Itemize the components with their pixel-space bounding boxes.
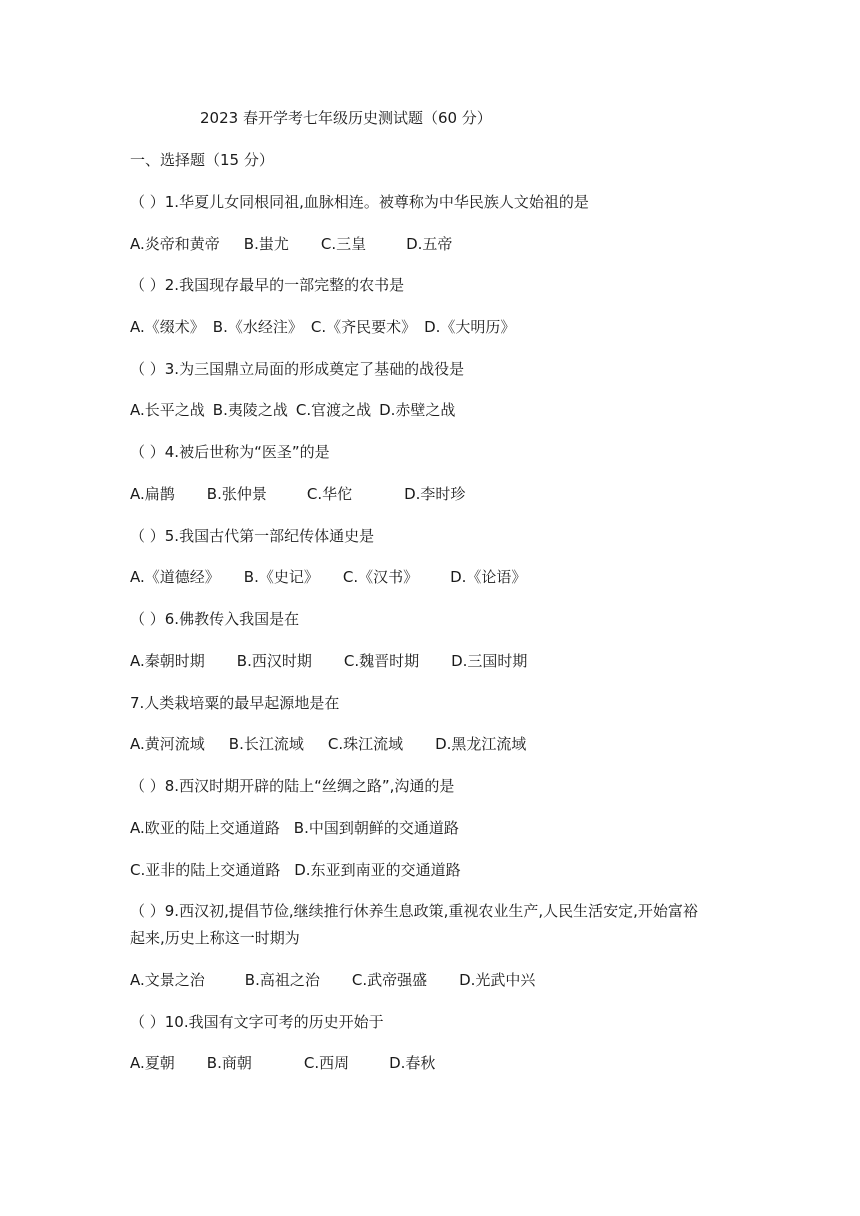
option-d: D.三国时期 — [451, 652, 528, 670]
option-c: C.华佗 — [306, 485, 353, 503]
question-7-options — [130, 733, 526, 755]
option-d: D.赤壁之战 — [379, 401, 456, 419]
question-1-options — [130, 233, 452, 255]
question-10-options — [130, 1052, 435, 1074]
question-9-stem-line2: 起来,历史上称这一时期为 — [130, 929, 300, 947]
question-3-options — [130, 399, 455, 421]
option-b: B.夷陵之战 — [212, 401, 288, 419]
option-d: D.光武中兴 — [459, 971, 536, 989]
option-d: D.春秋 — [389, 1054, 436, 1072]
option-a: A.炎帝和黄帝 — [130, 235, 220, 253]
question-4-options — [130, 483, 465, 505]
option-a: A.文景之治 — [130, 971, 205, 989]
option-d: D.黑龙江流域 — [435, 735, 527, 753]
question-6-stem: （ ）6.佛教传入我国是在 — [130, 610, 300, 628]
option-a: A.扁鹊 — [130, 485, 175, 503]
option-a: A.《缀术》 — [130, 318, 205, 336]
option-b: B.长江流域 — [228, 735, 304, 753]
option-c: C.珠江流域 — [327, 735, 404, 753]
option-b: B.西汉时期 — [236, 652, 312, 670]
question-2-options — [130, 316, 515, 338]
question-4-stem: （ ）4.被后世称为“医圣”的是 — [130, 443, 330, 461]
option-a: A.夏朝 — [130, 1054, 175, 1072]
option-c: C.魏晋时期 — [343, 652, 420, 670]
option-c: C.《齐民要术》 — [310, 318, 417, 336]
option-c: C.《汉书》 — [342, 568, 419, 586]
section-heading: 一、选择题（15 分） — [130, 151, 274, 169]
question-8-options-row1 — [130, 817, 459, 839]
option-c: C.官渡之战 — [295, 401, 372, 419]
option-a: A.《道德经》 — [130, 568, 220, 586]
question-3-stem: （ ）3.为三国鼎立局面的形成奠定了基础的战役是 — [130, 360, 465, 378]
page-title: 2023 春开学考七年级历史测试题（60 分） — [200, 109, 492, 127]
option-d: D.东亚到南亚的交通道路 — [294, 861, 461, 879]
option-a: A.欧亚的陆上交通道路 — [130, 819, 280, 837]
option-d: D.五帝 — [406, 235, 453, 253]
option-b: B.《史记》 — [243, 568, 319, 586]
option-d: D.《论语》 — [450, 568, 527, 586]
option-c: C.三皇 — [320, 235, 367, 253]
question-9-stem-line1: （ ）9.西汉初,提倡节俭,继续推行休养生息政策,重视农业生产,人民生活安定,开始富裕 — [130, 902, 698, 920]
option-a: A.黄河流域 — [130, 735, 205, 753]
option-b: B.高祖之治 — [244, 971, 320, 989]
question-5-stem: （ ）5.我国古代第一部纪传体通史是 — [130, 527, 375, 545]
option-d: D.李时珍 — [404, 485, 466, 503]
question-9-options — [130, 969, 535, 991]
question-5-options — [130, 566, 526, 588]
question-7-stem: 7.人类栽培粟的最早起源地是在 — [130, 694, 340, 712]
option-a: A.长平之战 — [130, 401, 205, 419]
option-b: B.张仲景 — [206, 485, 267, 503]
option-b: B.中国到朝鲜的交通道路 — [293, 819, 459, 837]
question-2-stem: （ ）2.我国现存最早的一部完整的农书是 — [130, 276, 405, 294]
question-10-stem: （ ）10.我国有文字可考的历史开始于 — [130, 1013, 384, 1031]
option-c: C.西周 — [303, 1054, 350, 1072]
question-6-options — [130, 650, 527, 672]
option-a: A.秦朝时期 — [130, 652, 205, 670]
question-8-options-row2 — [130, 859, 461, 881]
question-1-stem: （ ）1.华夏儿女同根同祖,血脉相连。被尊称为中华民族人文始祖的是 — [130, 193, 589, 211]
option-d: D.《大明历》 — [424, 318, 516, 336]
option-b: B.商朝 — [206, 1054, 252, 1072]
option-b: B.《水经注》 — [212, 318, 303, 336]
option-c: C.亚非的陆上交通道路 — [130, 861, 281, 879]
question-8-stem: （ ）8.西汉时期开辟的陆上“丝绸之路”,沟通的是 — [130, 777, 455, 795]
option-c: C.武帝强盛 — [351, 971, 428, 989]
option-b: B.蚩尤 — [243, 235, 289, 253]
